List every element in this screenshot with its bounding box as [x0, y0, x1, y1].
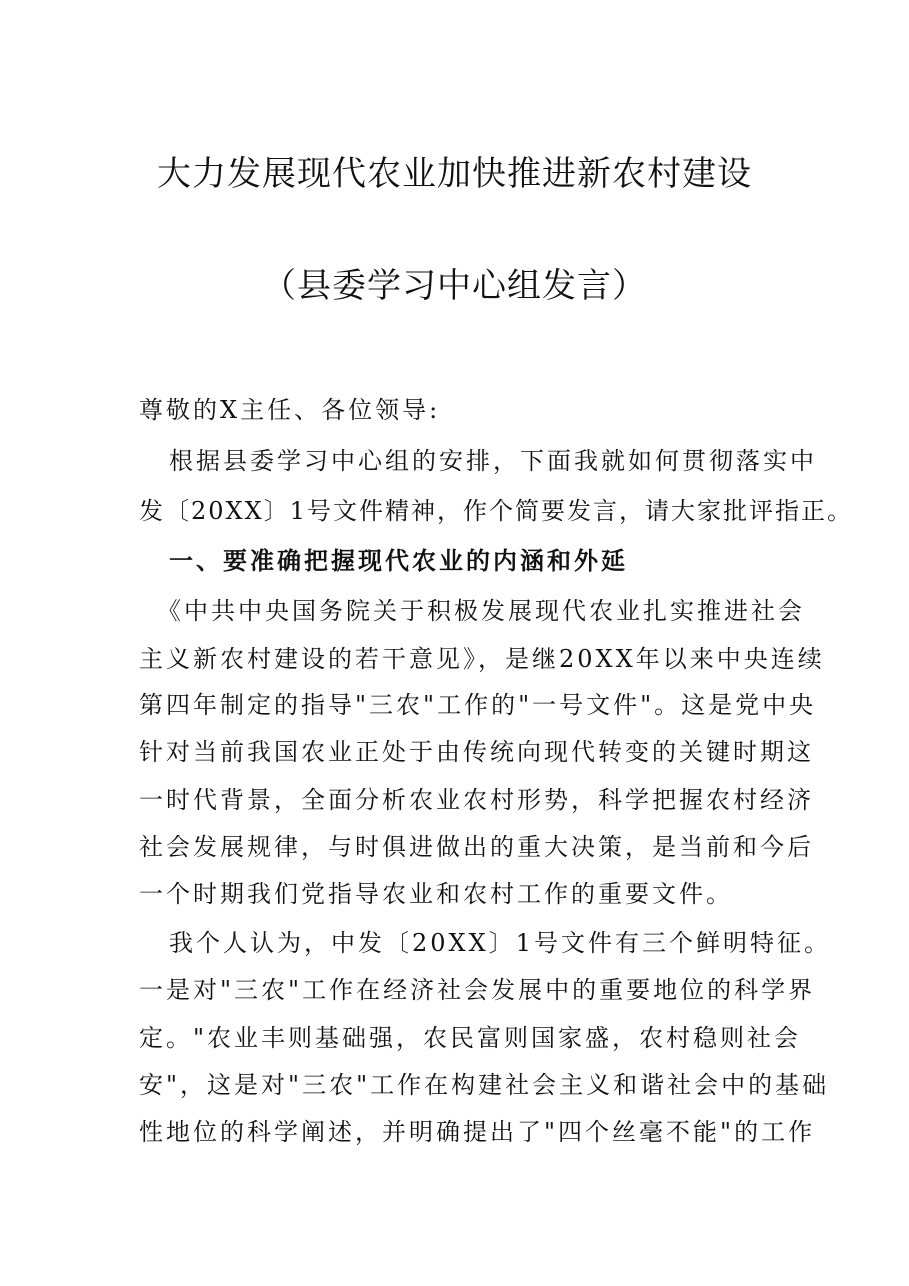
paragraph-line: 社会发展规律，与时俱进做出的重大决策，是当前和今后 — [139, 833, 814, 861]
paragraph-line: 性地位的科学阐述，并明确提出了"四个丝毫不能"的工作 — [139, 1118, 816, 1146]
document-title: 大力发展现代农业加快推进新农村建设 — [157, 154, 752, 194]
document-subtitle: （县委学习中心组发言） — [262, 266, 647, 306]
paragraph-line: 《中共中央国务院关于积极发展现代农业扎实推进社会 — [142, 597, 805, 625]
paragraph-line: 我个人认为，中发〔20XX〕1号文件有三个鲜明特征。 — [142, 929, 831, 957]
paragraph-line: 一个时期我们党指导农业和农村工作的重要文件。 — [139, 880, 733, 908]
paragraph-line: 发〔20XX〕1号文件精神，作个简要发言，请大家批评指正。 — [139, 497, 853, 525]
paragraph-line: 一是对"三农"工作在经济社会发展中的重要地位的科学界 — [139, 976, 816, 1004]
paragraph-line: 定。"农业丰则基础强，农民富则国家盛，农村稳则社会 — [139, 1024, 802, 1052]
paragraph-line: 安"，这是对"三农"工作在构建社会主义和谐社会中的基础 — [139, 1071, 830, 1099]
section-heading: 一、要准确把握现代农业的内涵和外延 — [142, 547, 628, 575]
salutation: 尊敬的X主任、各位领导: — [139, 396, 441, 424]
paragraph-line: 第四年制定的指导"三农"工作的"一号文件"。这是党中央 — [139, 691, 817, 719]
paragraph-line: 针对当前我国农业正处于由传统向现代转变的关键时期这 — [139, 738, 814, 766]
paragraph-line: 根据县委学习中心组的安排，下面我就如何贯彻落实中 — [142, 447, 817, 475]
paragraph-line: 一时代背景，全面分析农业农村形势，科学把握农村经济 — [139, 786, 814, 814]
paragraph-line: 主义新农村建设的若干意见》，是继20XX年以来中央连续 — [139, 645, 825, 673]
